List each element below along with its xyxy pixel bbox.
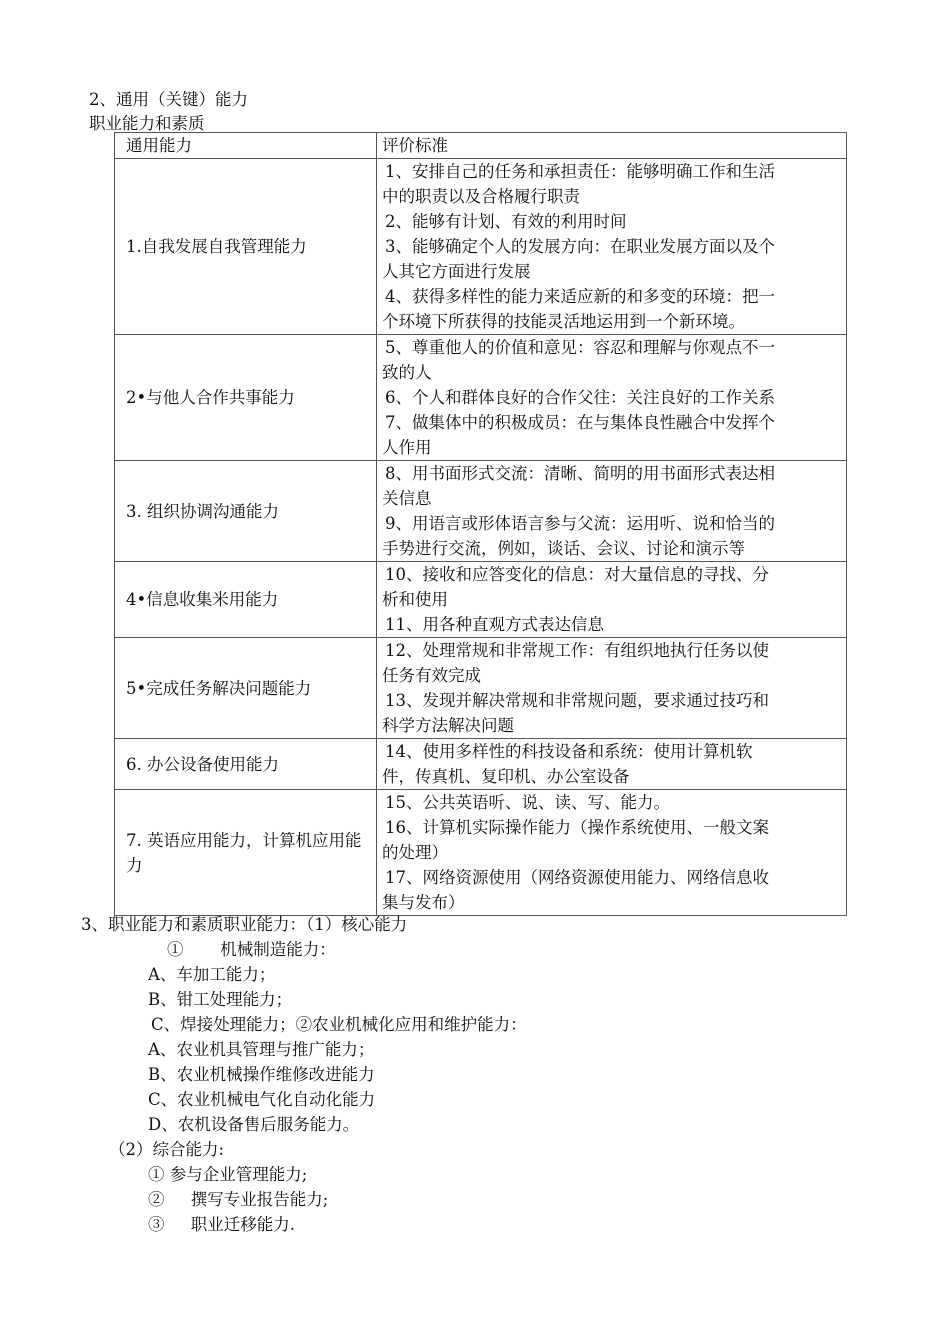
criteria-line: 9、用语言或形体语言参与父流：运用听、说和恰当的 <box>385 514 775 533</box>
ability-cell: 4•信息收集米用能力 <box>115 562 377 638</box>
criteria-cell <box>377 790 847 916</box>
criteria-line: 集与发布） <box>382 893 465 912</box>
criteria-line: 5、尊重他人的价值和意见：容忍和理解与你观点不一 <box>385 338 775 357</box>
section-3-heading: 3、职业能力和素质职业能力：（1）核心能力 <box>81 915 408 934</box>
table-header-ability: 通用能力 <box>115 133 377 159</box>
criteria-line: 15、公共英语听、说、读、写、能力。 <box>385 793 670 812</box>
core-item-2d: D、农机设备售后服务能力。 <box>148 1115 360 1134</box>
criteria-line: 11、用各种直观方式表达信息 <box>385 615 604 634</box>
criteria-line: 的处理） <box>382 843 448 862</box>
criteria-cell <box>377 461 847 562</box>
criteria-line: 2、能够有计划、有效的利用时间 <box>385 212 627 231</box>
criteria-cell <box>377 335 847 461</box>
comprehensive-heading: （2）综合能力: <box>109 1140 225 1159</box>
table-row <box>115 739 847 790</box>
core-item-2c: C、农业机械电气化自动化能力 <box>148 1090 376 1109</box>
criteria-line: 个环境下所获得的技能灵活地运用到一个新环境。 <box>382 312 745 331</box>
criteria-line: 1、安排自己的任务和承担责任：能够明确工作和生活 <box>385 162 775 181</box>
criteria-line: 致的人 <box>382 363 432 382</box>
criteria-line: 手势进行交流，例如，谈话、会议、讨论和演示等 <box>382 539 745 558</box>
ability-cell: 7. 英语应用能力，计算机应用能力 <box>115 790 377 916</box>
table-row <box>115 790 847 916</box>
criteria-cell <box>377 562 847 638</box>
criteria-line: 件，传真机、复印机、办公室设备 <box>382 767 630 786</box>
criteria-line: 14、使用多样性的科技设备和系统：使用计算机软 <box>385 742 753 761</box>
criteria-line: 13、发现并解决常规和非常规问题，要求通过技巧和 <box>385 691 769 710</box>
table-row <box>115 638 847 739</box>
criteria-line: 10、接收和应答变化的信息：对大量信息的寻找、分 <box>385 565 769 584</box>
criteria-line: 关信息 <box>382 489 432 508</box>
table-row <box>115 562 847 638</box>
criteria-line: 8、用书面形式交流：清晰、简明的用书面形式表达相 <box>385 464 775 483</box>
criteria-line: 中的职责以及合格履行职责 <box>382 187 580 206</box>
criteria-line: 6、个人和群体良好的合作父往：关注良好的工作关系 <box>385 388 775 407</box>
section-2-heading: 2、通用（关键）能力 <box>89 90 248 109</box>
comprehensive-item-2: ② 撰写专业报告能力; <box>148 1190 329 1209</box>
ability-cell: 2•与他人合作共事能力 <box>115 335 377 461</box>
ability-cell: 1.自我发展自我管理能力 <box>115 159 377 335</box>
core-item-1: ① 机械制造能力： <box>167 940 336 959</box>
criteria-line: 析和使用 <box>382 590 448 609</box>
ability-cell: 3. 组织协调沟通能力 <box>115 461 377 562</box>
core-item-2b: B、农业机械操作维修改进能力 <box>148 1065 375 1084</box>
criteria-line: 人其它方面进行发展 <box>382 262 531 281</box>
abilities-table <box>114 132 847 916</box>
criteria-line: 16、计算机实际操作能力（操作系统使用、一般文案 <box>385 818 769 837</box>
table-row <box>115 159 847 335</box>
criteria-line: 人作用 <box>382 438 432 457</box>
criteria-line: 科学方法解决问题 <box>382 716 514 735</box>
criteria-cell <box>377 739 847 790</box>
criteria-line: 17、网络资源使用（网络资源使用能力、网络信息收 <box>385 868 769 887</box>
table-row <box>115 461 847 562</box>
core-item-1c: C、焊接处理能力；②农业机械化应用和维护能力： <box>151 1015 527 1034</box>
criteria-line: 7、做集体中的积极成员：在与集体良性融合中发挥个 <box>385 413 775 432</box>
ability-cell: 6. 办公设备使用能力 <box>115 739 377 790</box>
comprehensive-item-3: ③ 职业迁移能力. <box>148 1215 295 1234</box>
ability-cell: 5•完成任务解决问题能力 <box>115 638 377 739</box>
criteria-line: 3、能够确定个人的发展方向：在职业发展方面以及个 <box>385 237 775 256</box>
table-row <box>115 335 847 461</box>
core-item-1b: B、钳工处理能力； <box>148 990 293 1009</box>
section-2-subheading: 职业能力和素质 <box>89 114 205 133</box>
table-header-criteria: 评价标准 <box>377 133 847 159</box>
core-item-1a: A、车加工能力； <box>148 965 276 984</box>
criteria-cell <box>377 159 847 335</box>
criteria-line: 任务有效完成 <box>382 666 481 685</box>
criteria-line: 12、处理常规和非常规工作：有组织地执行任务以使 <box>385 641 769 660</box>
criteria-line: 4、获得多样性的能力来适应新的和多变的环境：把一 <box>385 287 775 306</box>
comprehensive-item-1: ① 参与企业管理能力; <box>148 1165 308 1184</box>
core-item-2a: A、农业机具管理与推广能力； <box>148 1040 375 1059</box>
table-header-row <box>115 133 847 159</box>
criteria-cell <box>377 638 847 739</box>
